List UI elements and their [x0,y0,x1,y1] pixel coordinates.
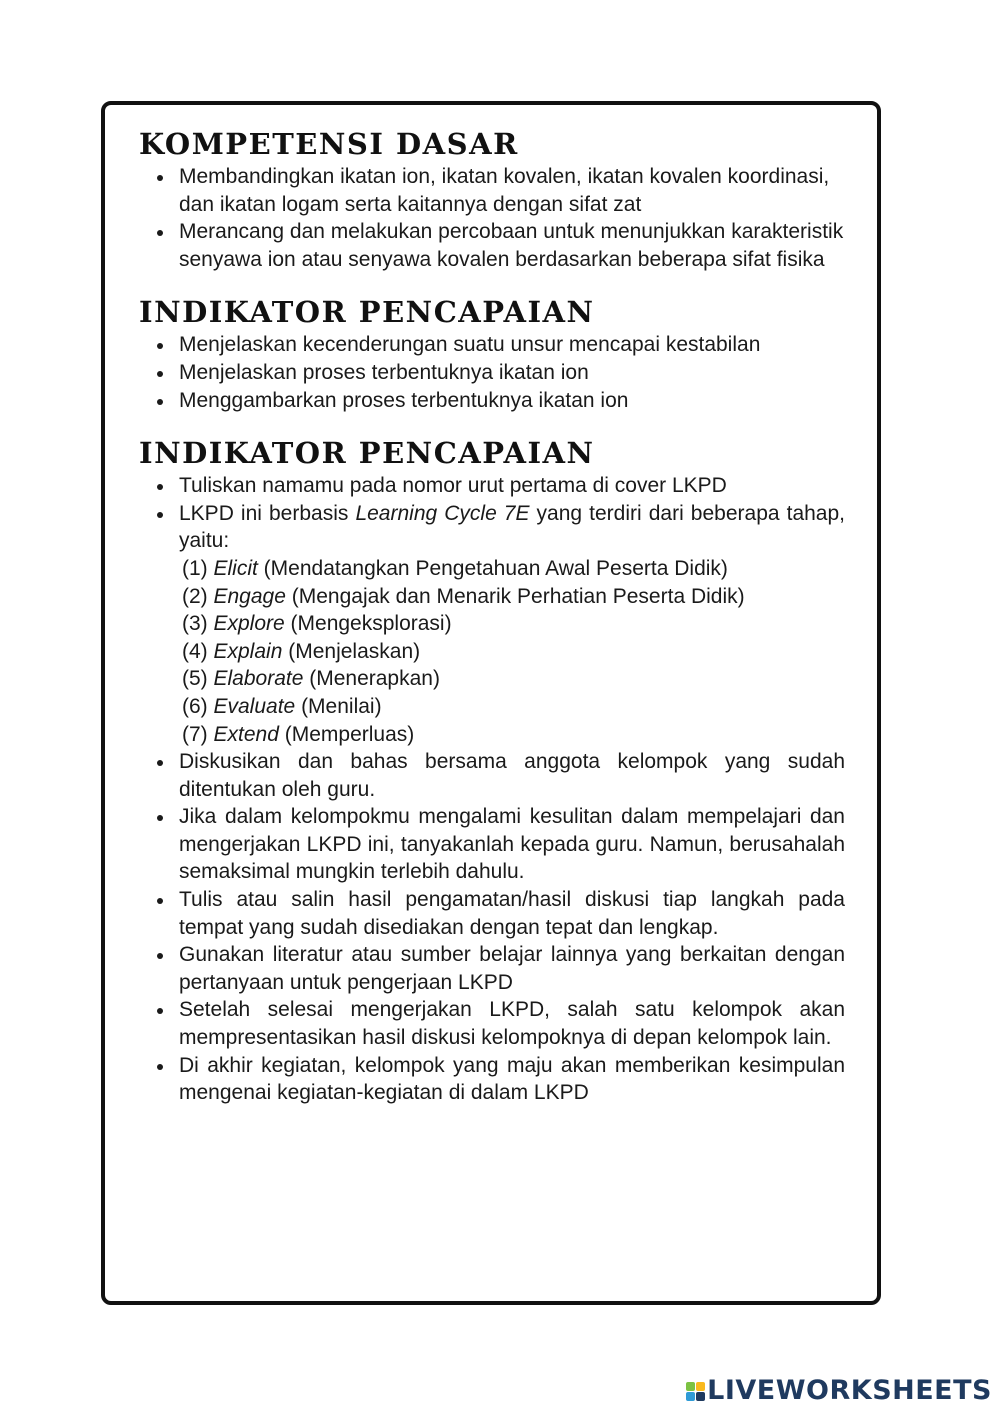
liveworksheets-watermark [686,1376,992,1406]
list-item: Tulis atau salin hasil pengamatan/hasil diskusi tiap langkah pada tempat yang sudah disediakan dengan tepat dan lengkap. [139,886,845,941]
list-item: Gunakan literatur atau sumber belajar lainnya yang berkaitan dengan pertanyaan untuk pengerjaan LKPD [139,941,845,996]
item-text: yang terdiri dari beberapa tahap, yaitu: [179,501,846,553]
stage-number: (3) [182,612,214,636]
stage-number: (7) [182,722,214,746]
stage-desc: (Memperluas) [278,722,415,746]
stage-item [179,610,845,638]
stage-name: Engage [213,584,286,608]
list-item: Menjelaskan proses terbentuknya ikatan ion [139,359,845,387]
indikator-title: INDIKATOR PENCAPAIAN [139,295,595,330]
stage-name: Evaluate [213,694,296,718]
stage-number: (4) [182,639,214,663]
list-item: Jika dalam kelompokmu mengalami kesulitan dalam mempelajari dan mengerjakan LKPD ini, tanyakanlah kepada guru. Namun, berusahalah semaksimal mungkin terlebih dahulu. [139,803,845,886]
stage-desc: (Menilai) [295,694,382,718]
stage-number: (2) [182,584,214,608]
stage-name: Elaborate [213,667,304,691]
stage-list [179,555,845,748]
logo-tile [696,1392,705,1401]
stage-item [179,721,845,749]
list-item: Merancang dan melakukan percobaan untuk menunjukkan karakteristik senyawa ion atau senyawa kovalen berdasarkan beberapa sifat fisika [139,218,845,273]
stage-desc: (Menerapkan) [303,667,440,691]
stage-item [179,665,845,693]
stage-number: (6) [182,694,214,718]
stage-item [179,555,845,583]
stage-number: (1) [182,556,214,580]
stage-item [179,638,845,666]
petunjuk-title: INDIKATOR PENCAPAIAN [139,436,595,471]
stage-name: Explore [213,612,285,636]
list-item: Menjelaskan kecenderungan suatu unsur mencapai kestabilan [139,331,845,359]
watermark-text: LIVEWORKSHEETS [707,1375,992,1406]
stage-desc: (Mendatangkan Pengetahuan Awal Peserta Didik) [257,556,728,580]
list-item-learning-cycle [139,500,845,748]
stage-desc: (Mengeksplorasi) [284,612,452,636]
stage-name: Explain [213,639,283,663]
worksheet-frame [101,101,881,1305]
item-emphasis: Learning Cycle 7E [355,501,530,525]
logo-tile [686,1382,695,1391]
list-item: Diskusikan dan bahas bersama anggota kelompok yang sudah ditentukan oleh guru. [139,748,845,803]
stage-desc: (Mengajak dan Menarik Perhatian Peserta Didik) [285,584,745,608]
list-item: Membandingkan ikatan ion, ikatan kovalen, ikatan kovalen koordinasi, dan ikatan logam serta kaitannya dengan sifat zat [139,163,845,218]
logo-tile [686,1392,695,1401]
liveworksheets-logo-icon [686,1382,705,1401]
item-text: LKPD ini berbasis [179,501,356,525]
list-item: Di akhir kegiatan, kelompok yang maju akan memberikan kesimpulan mengenai kegiatan-kegiatan di dalam LKPD [139,1052,845,1107]
stage-desc: (Menjelaskan) [282,639,421,663]
indikator-list [139,331,845,414]
stage-item [179,583,845,611]
stage-item [179,693,845,721]
list-item: Tuliskan namamu pada nomor urut pertama di cover LKPD [139,472,845,500]
kompetensi-title: KOMPETENSI DASAR [139,127,519,161]
kompetensi-list [139,163,845,273]
list-item: Setelah selesai mengerjakan LKPD, salah satu kelompok akan mempresentasikan hasil diskusi kelompoknya di depan kelompok lain. [139,996,845,1051]
logo-tile [696,1382,705,1391]
stage-name: Extend [213,722,279,746]
stage-name: Elicit [213,556,258,580]
list-item: Menggambarkan proses terbentuknya ikatan ion [139,387,845,415]
petunjuk-list [139,472,845,1107]
stage-number: (5) [182,667,214,691]
